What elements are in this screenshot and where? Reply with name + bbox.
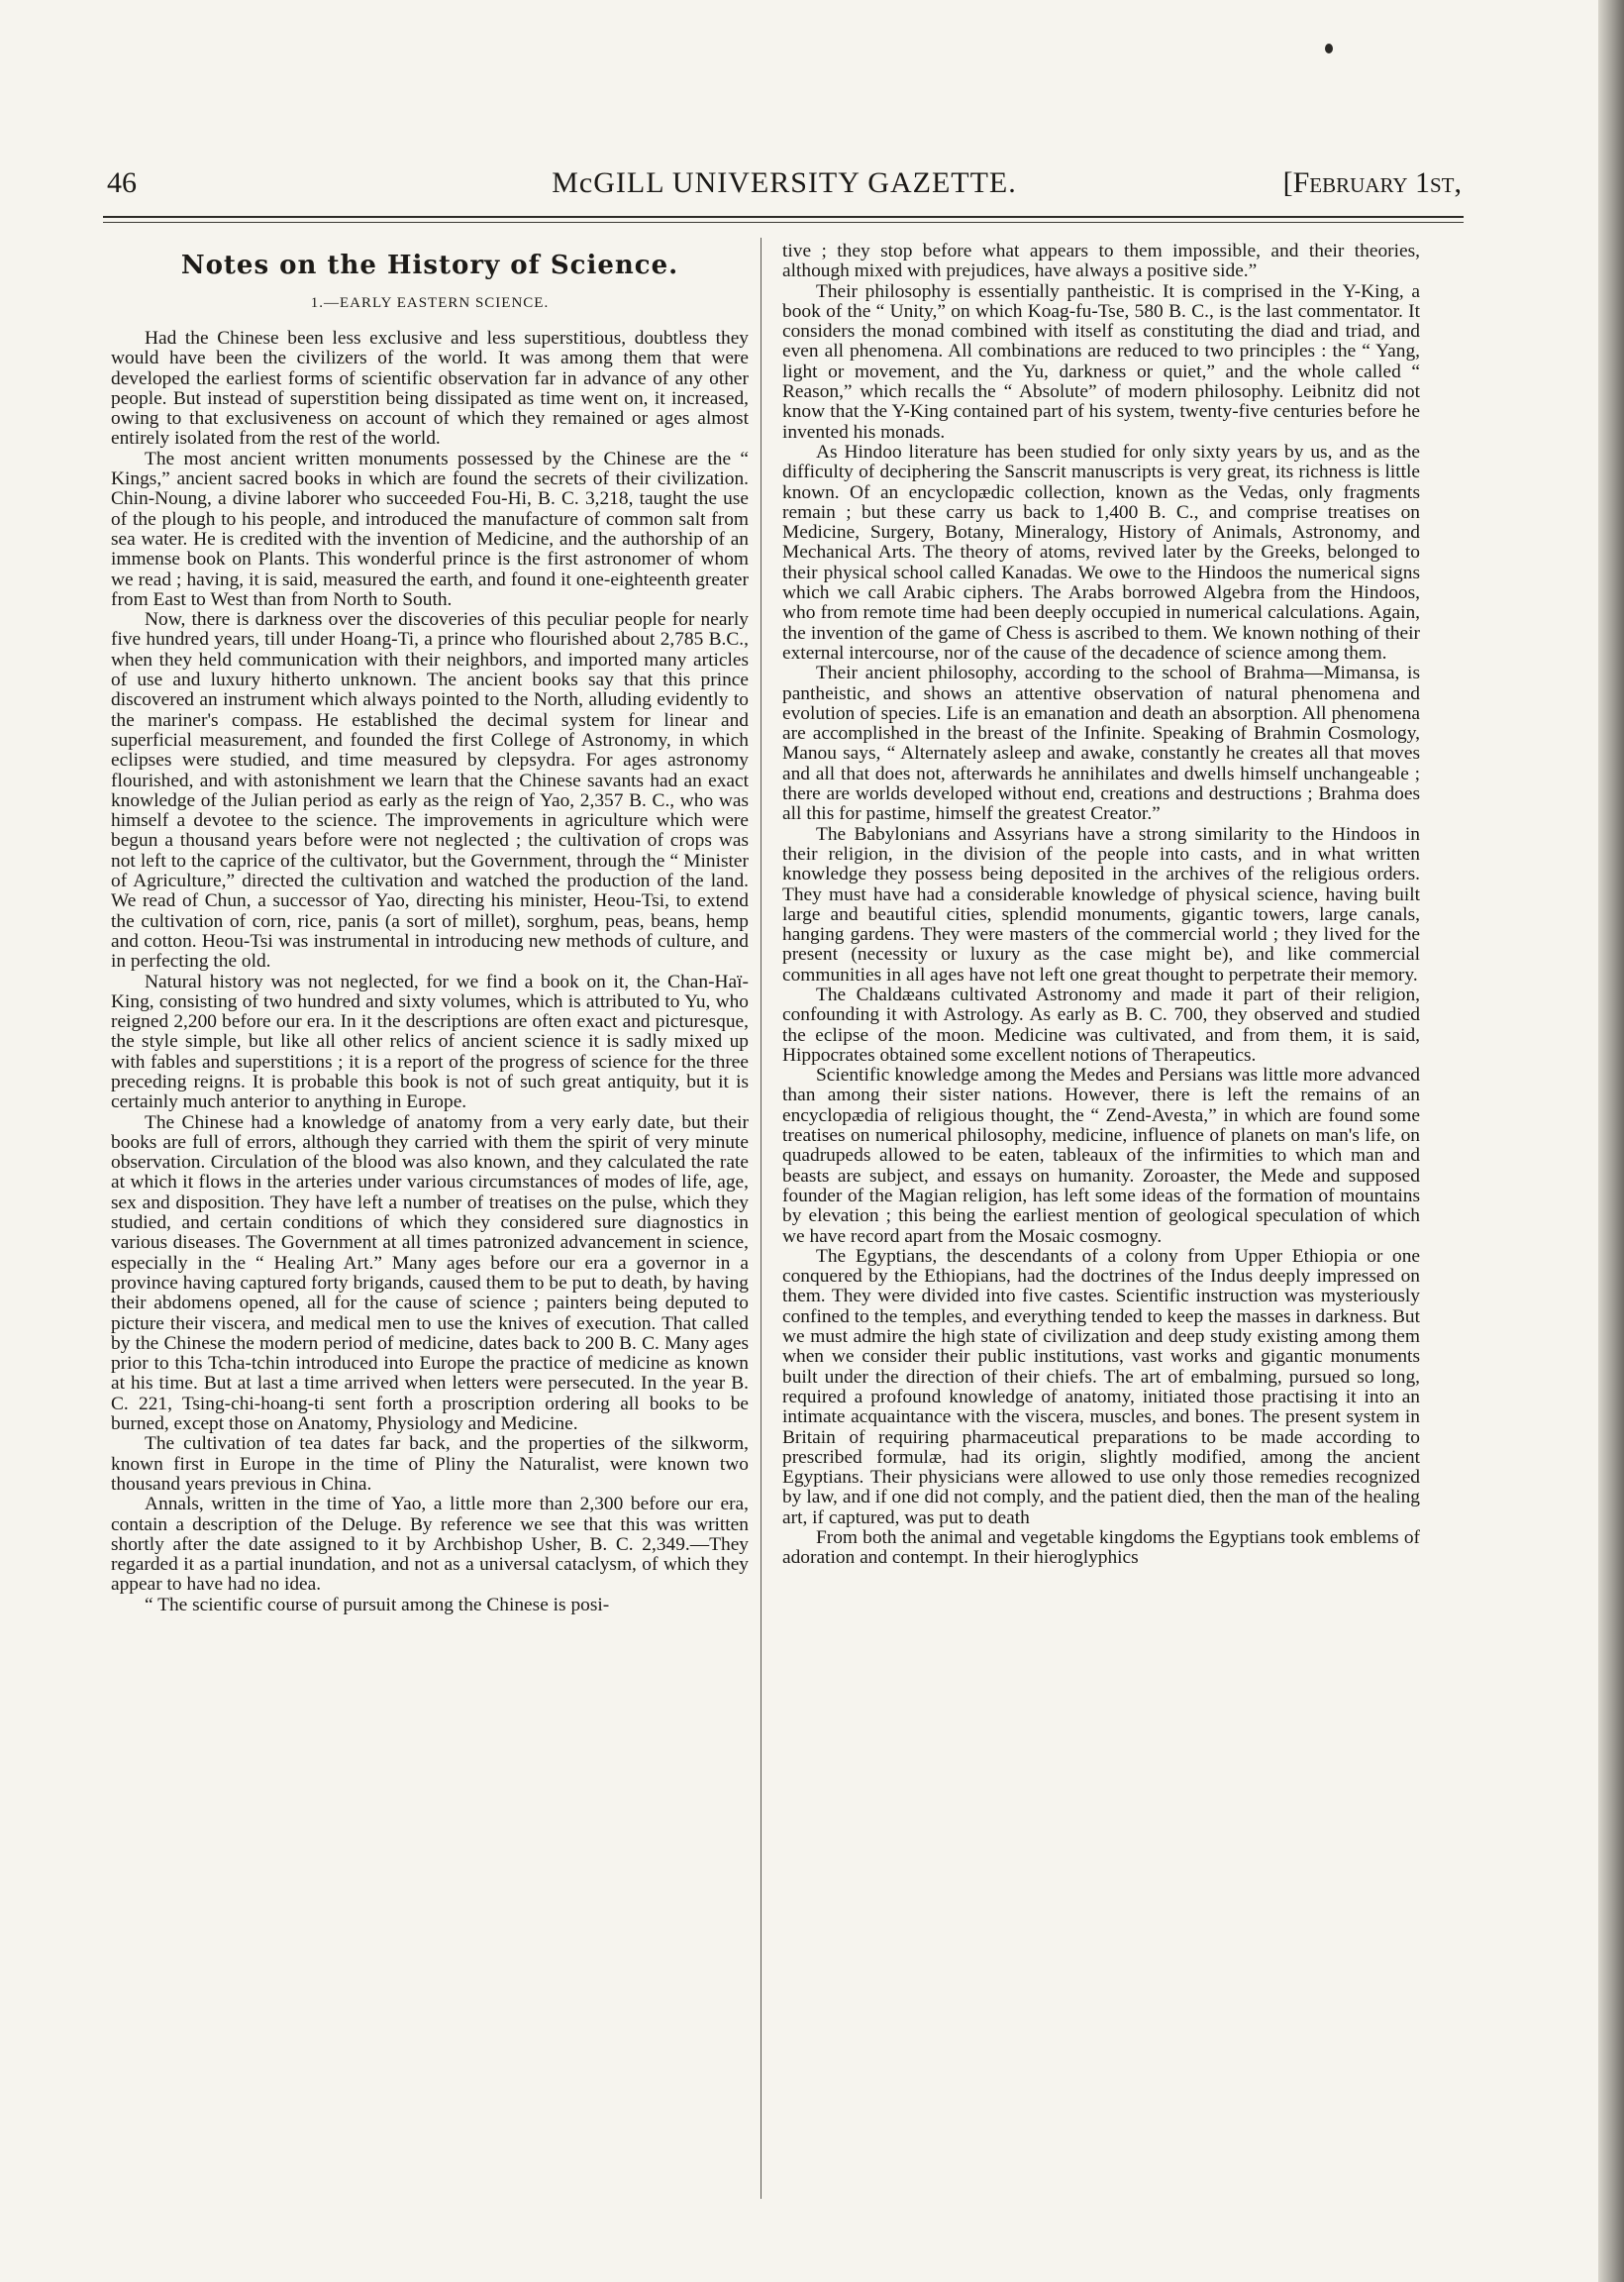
right-column (782, 242, 1420, 1569)
paragraph: The Babylonians and Assyrians have a strong similarity to the Hindoos in their religion, in the division of the people into casts, and in what written knowledge they possess being deposited in the archives of the religious orders. They must have had a considerable knowledge of physical science, having built large and beautiful cities, splendid monuments, gigantic towers, large canals, hanging gardens. They were masters of the commercial world ; they lived for the present (necessity or luxury as the case might be), and like commercial communities in all ages have not left one great thought to perpetrate their memory. (782, 823, 1420, 985)
page-edge-shadow (1598, 0, 1624, 2282)
article-title: Notes on the History of Science. (180, 251, 679, 280)
article-subtitle: 1.—EARLY EASTERN SCIENCE. (310, 295, 550, 311)
publication-title: McGILL UNIVERSITY GAZETTE. (552, 166, 1017, 199)
paragraph: The Chaldæans cultivated Astronomy and made it part of their religion, confounding it with Astrology. As early as B. C. 700, they observed and studied the eclipse of the moon. Medicine was cultivated, and from them, it is said, Hippocrates obtained some excellent notions of Therapeutics. (782, 984, 1420, 1066)
header-rule-thin (103, 222, 1464, 223)
ink-mark (1325, 44, 1333, 53)
running-header (107, 166, 1462, 206)
paragraph: Had the Chinese been less exclusive and less superstitious, doubtless they would have been the civilizers of the world. It was among them that were developed the earliest forms of scientific observation far in advance of any other people. But instead of superstition being dissipated as time went on, it increased, owing to that exclusiveness on account of which they remained or ages almost entirely isolated from the rest of the world. (111, 328, 749, 450)
header-rule (103, 216, 1464, 218)
paragraph: As Hindoo literature has been studied for only sixty years by us, and as the difficulty of deciphering the Sanscrit manuscripts is very great, its richness is little known. Of an encyclopædic collection, known as the Vedas, only fragments remain ; but these carry us back to 1,400 B. C., and comprise treatises on Medicine, Surgery, Botany, Mineralogy, History of Animals, Astronomy, and Mechanical Arts. The theory of atoms, revived later by the Greeks, belonged to their physical school called Kanadas. We owe to the Hindoos the numerical signs which we call Arabic ciphers. The Arabs borrowed Algebra from the Hindoos, who from remote time had been deeply occupied in numerical calculations. Again, the invention of the game of Chess is ascribed to them. We known nothing of their external intercourse, nor of the cause of the decadence of science among them. (782, 441, 1420, 664)
paragraph: The most ancient written monuments possessed by the Chinese are the “ Kings,” ancient sacred books in which are found the secrets of their civilization. Chin-Noung, a divine laborer who succeeded Fou-Hi, B. C. 3,218, taught the use of the plough to his people, and introduced the manufacture of common salt from sea water. He is credited with the invention of Medicine, and the authorship of an immense book on Plants. This wonderful prince is the first astronomer of whom we read ; having, it is said, measured the earth, and found it one-eighteenth greater from East to West than from North to South. (111, 448, 749, 610)
paragraph: Their ancient philosophy, according to the school of Brahma—Mimansa, is pantheistic, and shows an attentive observation of natural phenomena and evolution of species. Life is an emanation and death an absorption. All phenomena are accomplished in the breast of the Infinite. Speaking of Brahmin Cosmology, Manou says, “ Alternately asleep and awake, constantly he creates all that moves and all that does not, afterwards he annihilates and dwells himself unchangeable ; there are worlds developed without end, creations and destructions ; Brahma does all this for pastime, himself the greatest Creator.” (782, 663, 1420, 825)
paragraph: Natural history was not neglected, for we find a book on it, the Chan-Haï-King, consisting of two hundred and sixty volumes, which is attributed to Yu, who reigned 2,200 before our era. In it the descriptions are often exact and picturesque, the style simple, but like all other relics of ancient science it is sadly mixed up with fables and superstitions ; it is a report of the progress of science for the three preceding reigns. It is probable this book is not of such great antiquity, but it is certainly much anterior to anything in Europe. (111, 971, 749, 1113)
issue-date: [February 1st, (1282, 166, 1462, 199)
paragraph: tive ; they stop before what appears to them impossible, and their theories, although mixed with prejudices, have always a positive side.” (782, 241, 1420, 282)
paragraph: Scientific knowledge among the Medes and Persians was little more advanced than among their sister nations. However, there is left the remains of an encyclopædia of religious thought, the “ Zend-Avesta,” in which are found some treatises on numerical philosophy, medicine, influence of planets on man's life, on quadrupeds allowed to be eaten, tableaux of the infirmities to which man and beasts are subject, and essays on humanity. Zoroaster, the Mede and supposed founder of the Magian religion, has left some ideas of the formation of mountains by elevation ; this being the earliest mention of geological speculation of which we have record apart from the Mosaic cosmogny. (782, 1065, 1420, 1247)
page-number: 46 (107, 166, 137, 199)
paragraph: Their philosophy is essentially pantheistic. It is comprised in the Y-King, a book of the “ Unity,” on which Koag-fu-Tse, 580 B. C., is the last commentator. It considers the monad combined with itself as constituting the diad and triad, and even all phenomena. All combinations are reduced to two principles : the “ Yang, light or movement, and the Yu, darkness or quiet,” and the whole called “ Reason,” which recalls the “ Absolute” of modern philosophy. Leibnitz did not know that the Y-King contained part of his system, twenty-five centuries before he invented his monads. (782, 280, 1420, 443)
paragraph: The Chinese had a knowledge of anatomy from a very early date, but their books are full of errors, although they carried with them the spirit of very minute observation. Circulation of the blood was also known, and they calculated the rate at which it flows in the arteries under various circumstances of modes of life, age, sex and disposition. They have left a number of treatises on the pulse, which they studied, and certain conditions of which they considered sure diagnostics in various diseases. The Government at all times patronized advancement in science, especially in the “ Healing Art.” Many ages before our era a governor in a province having captured forty brigands, caused them to be put to death, by having their abdomens opened, all for the cause of science ; painters being deputed to picture their viscera, and medical men to use the knives of execution. That called by the Chinese the modern period of medicine, dates back to 200 B. C. Many ages prior to this Tcha-tchin introduced into Europe the practice of medicine as known at his time. But at last a time arrived when letters were persecuted. In the year B. C. 221, Tsing-chi-hoang-ti sent forth a proscription ordering all books to be burned, except those on Anatomy, Physiology and Medicine. (111, 1111, 749, 1435)
paragraph: Now, there is darkness over the discoveries of this peculiar people for nearly five hundred years, till under Hoang-Ti, a prince who flourished about 2,785 B.C., when they held communication with their neighbors, and imported many articles of use and luxury hitherto unknown. The ancient books say that this prince discovered an instrument which always pointed to the North, alluding evidently to the mariner's compass. He established the decimal system for linear and superficial measurement, and founded the first College of Astronomy, in which eclipses were studied, and time measured by clepsydra. For ages astronomy flourished, and with astonishment we learn that the Chinese savants had an exact knowledge of the Julian period as early as the reign of Yao, 2,357 B. C., who was himself a devotee to the science. The improvements in agriculture which were begun a thousand years before were not neglected ; the cultivation of crops was not left to the caprice of the cultivator, but the Government, through the “ Minister of Agriculture,” directed the cultivation and watched the production of the land. We read of Chun, a successor of Yao, directing his minister, Heou-Tsi, to extend the cultivation of corn, rice, panis (a sort of millet), sorghum, peas, beans, hemp and cotton. Heou-Tsi was instrumental in introducing new methods of culture, and in perfecting the old. (111, 609, 749, 973)
paragraph: “ The scientific course of pursuit among the Chinese is posi- (145, 1594, 610, 1615)
paragraph: The Egyptians, the descendants of a colony from Upper Ethiopia or one conquered by the Ethiopians, had the doctrines of the Indus deeply impressed on them. They were divided into five castes. Scientific instruction was mysteriously confined to the temples, and everything tended to keep the masses in darkness. But we must admire the high state of civilization and deep study existing among them when we consider their public institutions, vast works and gigantic monuments built under the direction of their chiefs. The art of embalming, pursued so long, required a profound knowledge of anatomy, initiated those practising it into an intimate acquaintance with the viscera, muscles, and bones. The present system in Britain of requiring pharmaceutical preparations to be made according to prescribed formulæ, had its origin, slightly modified, among the ancient Egyptians. Their physicians were allowed to use only those remedies recognized by law, and if one did not comply, and the patient died, then the man of the healing art, if captured, was put to death (782, 1245, 1420, 1528)
left-column (111, 242, 749, 1615)
paragraph: From both the animal and vegetable kingdoms the Egyptians took emblems of adoration and contempt. In their hieroglyphics (782, 1527, 1420, 1569)
paragraph: Annals, written in the time of Yao, a little more than 2,300 before our era, contain a description of the Deluge. By reference we see that this was written shortly after the date assigned to it by Archbishop Usher, B. C. 2,349.—They regarded it as a partial inundation, and not as a universal cataclysm, of which they appear to have had no idea. (111, 1494, 749, 1596)
paragraph: The cultivation of tea dates far back, and the properties of the silkworm, known first in Europe in the time of Pliny the Naturalist, were known two thousand years previous in China. (111, 1433, 749, 1495)
